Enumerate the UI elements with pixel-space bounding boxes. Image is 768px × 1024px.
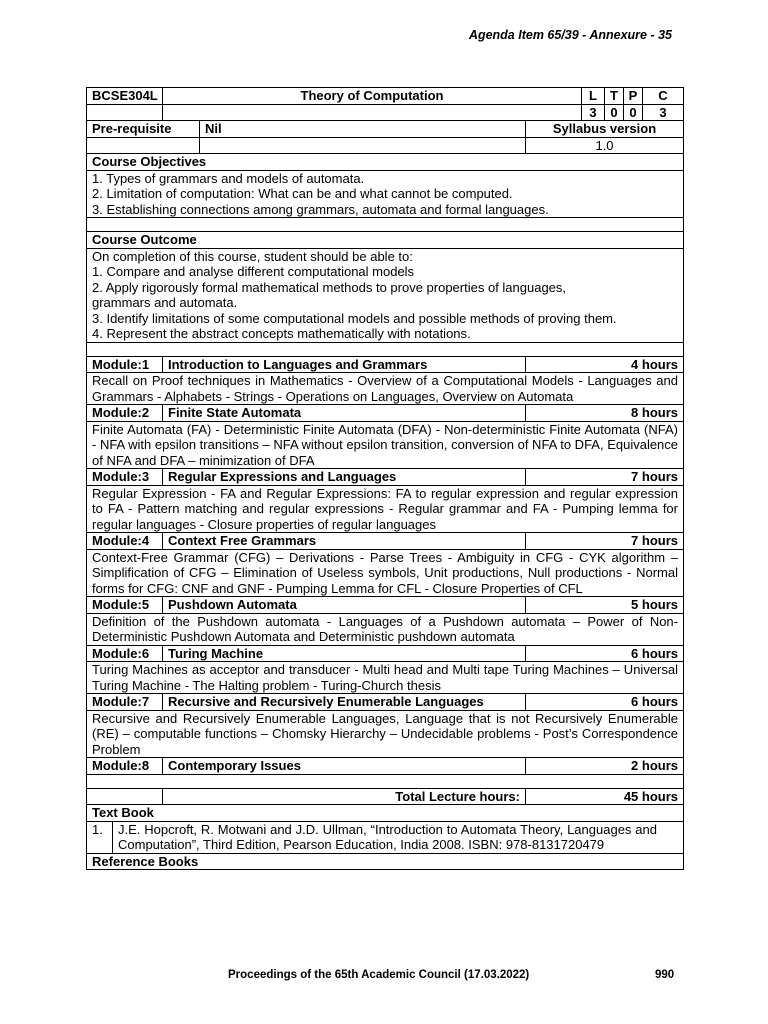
empty-cell: [200, 137, 526, 154]
module-content: Turing Machines as acceptor and transducer - Multi head and Multi tape Turing Machines – Universal Turing Machine - The Halting problem - Turing-Church thesis: [87, 662, 684, 694]
objectives-heading: Course Objectives: [87, 154, 684, 171]
ltpc-value-c: 3: [643, 104, 684, 121]
module-title: Context Free Grammars: [163, 533, 526, 550]
ltpc-value-t: 0: [605, 104, 624, 121]
spacer-row: [87, 342, 684, 356]
total-hours-row: [87, 788, 684, 805]
module-content: Finite Automata (FA) - Deterministic Finite Automata (DFA) - Non-deterministic Finite Automata (NFA) - NFA with epsilon transitions – NFA without epsilon transition, conversion of NFA to DFA, Equivalence of NFA and DFA – minimization of DFA: [87, 421, 684, 469]
module-number: Module:1: [87, 356, 163, 373]
textbook-heading: Text Book: [87, 805, 684, 822]
module-hours: 6 hours: [526, 694, 684, 711]
module-6-header: [87, 645, 684, 662]
objective-item: 1. Types of grammars and models of automata.: [92, 170, 365, 186]
outcome-item: 2. Apply rigorously formal mathematical methods to prove properties of languages,: [92, 279, 567, 295]
module-hours: 8 hours: [526, 405, 684, 422]
page-number: 990: [655, 969, 675, 981]
module-title: Pushdown Automata: [163, 597, 526, 614]
course-title-row: [87, 88, 684, 105]
module-title: Turing Machine: [163, 645, 526, 662]
module-title: Recursive and Recursively Enumerable Languages: [163, 694, 526, 711]
module-title: Regular Expressions and Languages: [163, 469, 526, 486]
syllabus-version-label: Syllabus version: [526, 121, 684, 138]
module-content: Definition of the Pushdown automata - Languages of a Pushdown automata – Power of Non-Deterministic Pushdown Automata and Deterministic pushdown automata: [87, 613, 684, 645]
module-title: Introduction to Languages and Grammars: [163, 356, 526, 373]
reference-heading: Reference Books: [87, 853, 684, 870]
ltpc-label-t: T: [605, 88, 624, 105]
module-content: Recall on Proof techniques in Mathematics - Overview of a Computational Models - Languages and Grammars - Alphabets - Strings - Operations on Languages, Overview on Automata: [87, 373, 684, 405]
module-title: Finite State Automata: [163, 405, 526, 422]
module-number: Module:4: [87, 533, 163, 550]
module-number: Module:2: [87, 405, 163, 422]
objective-item: 2. Limitation of computation: What can be and what cannot be computed.: [92, 186, 513, 201]
module-hours: 5 hours: [526, 597, 684, 614]
objectives-list: [87, 170, 684, 218]
textbook-entry: [87, 821, 684, 853]
module-title: Contemporary Issues: [163, 758, 526, 775]
module-3-header: [87, 469, 684, 486]
textbook-citation: J.E. Hopcroft, R. Motwani and J.D. Ullman, “Introduction to Automata Theory, Languages and Computation”, Third Edition, Pearson Education, India 2008. ISBN: 978-8131720479: [118, 821, 657, 852]
outcomes-list: [87, 248, 684, 342]
course-code: BCSE304L: [87, 88, 163, 105]
outcomes-heading: Course Outcome: [87, 232, 684, 249]
ltpc-values-row: [87, 104, 684, 121]
prerequisite-value: Nil: [200, 121, 526, 138]
ltpc-label-c: C: [643, 88, 684, 105]
textbook-number: 1.: [87, 822, 113, 853]
module-hours: 2 hours: [526, 758, 684, 775]
empty-cell: [87, 104, 163, 121]
footer-text: Proceedings of the 65th Academic Council (17.03.2022): [228, 969, 530, 981]
module-hours: 7 hours: [526, 533, 684, 550]
ltpc-value-p: 0: [624, 104, 643, 121]
empty-cell: [87, 137, 200, 154]
module-content: [87, 774, 684, 788]
module-hours: 7 hours: [526, 469, 684, 486]
module-8-header: [87, 758, 684, 775]
empty-cell: [163, 104, 582, 121]
module-number: Module:7: [87, 694, 163, 711]
objective-item: 3. Establishing connections among grammars, automata and formal languages.: [92, 201, 549, 217]
module-2-header: [87, 405, 684, 422]
prerequisite-row: [87, 121, 684, 138]
empty-cell: [87, 788, 163, 805]
module-7-header: [87, 694, 684, 711]
outcome-item: 3. Identify limitations of some computational models and possible methods of proving them.: [92, 310, 617, 326]
module-content: Regular Expression - FA and Regular Expressions: FA to regular expression and regular expression to FA - Pattern matching and regular expressions - Regular grammar and FA - Pumping lemma for regular languages - Closure properties of regular languages: [87, 485, 684, 533]
outcome-item: On completion of this course, student should be able to:: [92, 248, 413, 264]
module-number: Module:3: [87, 469, 163, 486]
module-content: Context-Free Grammar (CFG) – Derivations - Parse Trees - Ambiguity in CFG - CYK algorithm – Simplification of CFG – Elimination of Useless symbols, Unit productions, Null productions - Normal forms for CFG: CNF and GNF - Pumping Lemma for CFL - Closure Properties of CFL: [87, 549, 684, 597]
module-4-header: [87, 533, 684, 550]
module-1-header: [87, 356, 684, 373]
prerequisite-label: Pre-requisite: [87, 121, 200, 138]
ltpc-label-l: L: [582, 88, 605, 105]
total-hours-label: Total Lecture hours:: [163, 788, 526, 805]
ltpc-value-l: 3: [582, 104, 605, 121]
module-number: Module:5: [87, 597, 163, 614]
total-hours-value: 45 hours: [526, 788, 684, 805]
module-5-header: [87, 597, 684, 614]
outcome-item: 1. Compare and analyse different computational models: [92, 264, 415, 279]
spacer-row: [87, 218, 684, 232]
module-hours: 4 hours: [526, 356, 684, 373]
module-hours: 6 hours: [526, 645, 684, 662]
agenda-header: Agenda Item 65/39 - Annexure - 35: [468, 28, 672, 42]
module-number: Module:6: [87, 645, 163, 662]
syllabus-table: [86, 87, 684, 870]
syllabus-version-value: 1.0: [526, 137, 684, 154]
ltpc-label-p: P: [624, 88, 643, 105]
syllabus-version-row: [87, 137, 684, 154]
outcome-item: grammars and automata.: [92, 295, 238, 310]
outcome-item: 4. Represent the abstract concepts mathematically with notations.: [92, 326, 471, 341]
course-title: Theory of Computation: [163, 88, 582, 105]
module-content: Recursive and Recursively Enumerable Languages, Language that is not Recursively Enumerable (RE) – computable functions – Chomsky Hierarchy – Undecidable problems - Post’s Correspondence Problem: [87, 710, 684, 758]
module-number: Module:8: [87, 758, 163, 775]
